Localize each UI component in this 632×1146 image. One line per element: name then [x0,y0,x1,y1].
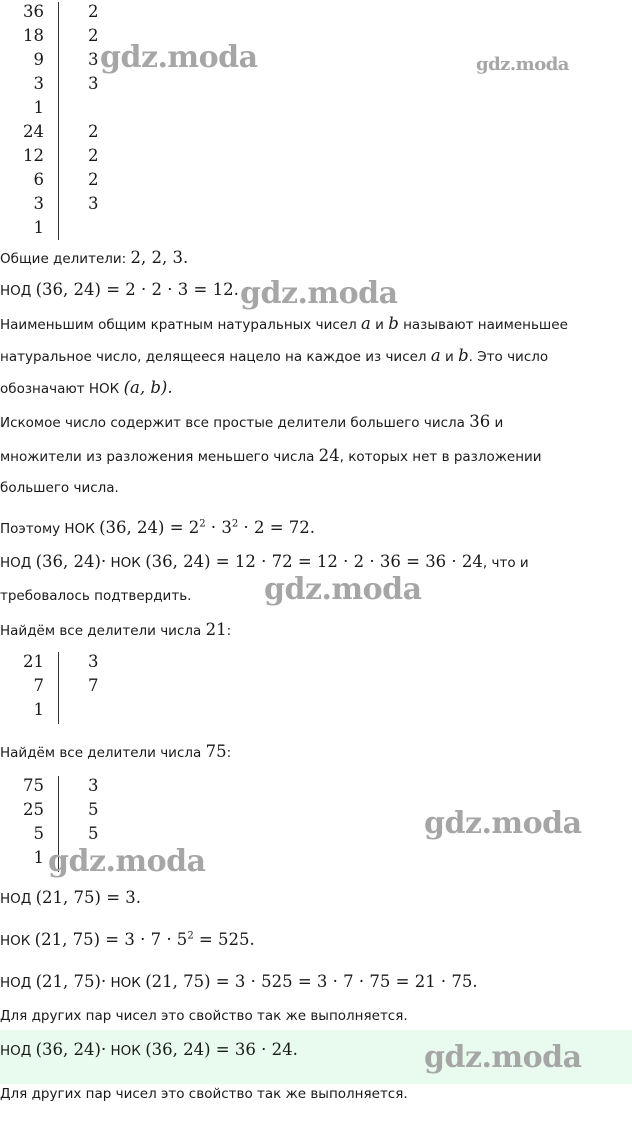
gcd-label: НОД [0,891,32,907]
definition-text: называют наименьшее [403,317,568,333]
lcm-expression: (21, $75) = 3 \cdot 7 \cdot 5^2 = 525$. [34,930,255,949]
variable-a: a [361,314,371,333]
lcm-definition-line-3 [0,378,173,397]
table-left-cell: 9 [33,50,44,69]
product-tail: , что и [482,555,529,571]
table-left-cell: 7 [33,676,44,695]
gcd-expression: (36, 24)· [35,1040,107,1059]
note-line-2: Для других пар чисел это свойство так же выполняется. [0,1086,408,1102]
table-right-cell: 3 [88,652,99,671]
table-left-cell: 24 [23,122,44,141]
definition-text: обозначают [0,381,85,397]
divisors-75-heading: Найдём все делители числа 75: [0,742,232,761]
answer-expression: (36, 24) = 36 · 24. [145,1040,298,1059]
prefix-text: Поэтому [0,521,61,537]
table-right-cell: 2 [88,122,99,141]
gcd-expression: (36, 24) = 2 · 2 · 3 = 12. [35,280,239,299]
definition-text: Наименьшим общим кратным натуральных чисел [0,317,357,333]
gcd-21-75-line [0,888,141,907]
table-left-cell: 36 [23,2,44,21]
table-left-cell: 75 [23,776,44,795]
watermark-logo: gdz.moda [48,844,206,879]
gcd-36-24-line [0,280,239,299]
table-left-cell: 12 [23,146,44,165]
table-left-cell: 21 [23,652,44,671]
table-left-cell: 1 [33,98,44,117]
conjunction: и [445,349,454,365]
table-right-cell: 3 [88,50,99,69]
explanation-text: Искомое число содержит все простые делители большего числа [0,415,465,431]
watermark-logo: gdz.moda [424,1040,582,1075]
variable-a: a [430,346,441,365]
table-right-cell: 3 [88,776,99,795]
explanation-line-1 [0,412,503,431]
note-line-1: Для других пар чисел это свойство так же выполняется. [0,1008,408,1024]
table-right-cell: 3 [88,74,99,93]
product-check-line-1 [0,552,529,571]
explanation-text: и [494,415,504,431]
watermark-logo: gdz.moda [476,54,569,75]
lcm-notation: (a, b). [123,378,173,397]
table-divider [58,122,59,240]
table-left-cell: 3 [33,74,44,93]
gcd-expression: (21, 75)· [35,972,107,991]
product-expression: (21, 75) = 3 · 525 = 3 · 7 · 75 = 21 · 75. [145,972,478,991]
gcd-label: НОД [0,555,32,571]
explanation-text: , которых нет в разложении [339,449,542,465]
number-21: 21 [205,620,227,639]
answer-line [0,1040,298,1059]
definition-text: . Это число [468,349,549,365]
conjunction: и [375,317,384,333]
table-left-cell: 25 [23,800,44,819]
common-divisors-values: 2, 2, 3. [130,248,189,267]
lcm-definition-line-1 [0,314,568,333]
product-check-line-2: требовалось подтвердить. [0,588,192,604]
heading-text: Найдём все делители числа [0,623,202,639]
number-75: 75 [205,742,227,761]
product-expression: (36, 24) = 12 · 72 = 12 · 2 · 36 = 36 · 24 [145,552,483,571]
table-right-cell: 5 [88,824,99,843]
common-divisors-label: Общие делители: [0,251,127,267]
table-right-cell: 7 [88,676,99,695]
definition-text: натуральное число, делящееся нацело на каждое из чисел [0,349,427,365]
table-left-cell: 18 [23,26,44,45]
table-right-cell: 5 [88,800,99,819]
table-left-cell: 5 [33,824,44,843]
lcm-label: НОК [64,521,95,537]
explanation-line-3: большего числа. [0,480,119,496]
variable-b: b [388,314,399,333]
gcd-label: НОД [0,975,32,991]
gcd-expression: (36, 24)· [35,552,107,571]
table-left-cell: 3 [33,194,44,213]
explanation-line-2 [0,446,542,465]
heading-text: Найдём все делители числа [0,745,202,761]
lcm-label: НОК [88,381,120,397]
lcm-label: НОК [110,975,141,991]
lcm-21-75-line [0,930,255,949]
common-divisors-line [0,248,188,267]
watermark-logo: gdz.moda [240,276,398,311]
gcd-label: НОД [0,283,32,299]
watermark-logo: gdz.moda [100,40,258,75]
lcm-36-24-line [0,518,315,537]
lcm-definition-line-2 [0,346,548,365]
number-36: 36 [469,412,491,431]
lcm-label: НОК [0,933,31,949]
table-divider [58,2,59,122]
table-left-cell: 1 [33,848,44,867]
explanation-text: множители из разложения меньшего числа [0,449,315,465]
divisors-21-heading: Найдём все делители числа 21: [0,620,232,639]
table-right-cell: 2 [88,2,99,21]
product-21-75-line [0,972,478,991]
table-left-cell: 6 [33,170,44,189]
watermark-logo: gdz.moda [264,572,422,607]
lcm-label: НОК [110,555,141,571]
gcd-label: НОД [0,1043,32,1059]
table-right-cell: 2 [88,146,99,165]
table-right-cell: 2 [88,170,99,189]
table-right-cell: 3 [88,194,99,213]
table-right-cell: 2 [88,26,99,45]
number-24: 24 [318,446,340,465]
table-divider [58,652,59,724]
gcd-expression: (21, 75) = 3. [35,888,142,907]
table-left-cell: 1 [33,218,44,237]
variable-b: b [458,346,469,365]
lcm-expression: (36, $24) = 2^2 \cdot 3^2 \cdot 2 = 72$. [99,518,316,537]
table-left-cell: 1 [33,700,44,719]
lcm-label: НОК [110,1043,141,1059]
watermark-logo: gdz.moda [424,806,582,841]
